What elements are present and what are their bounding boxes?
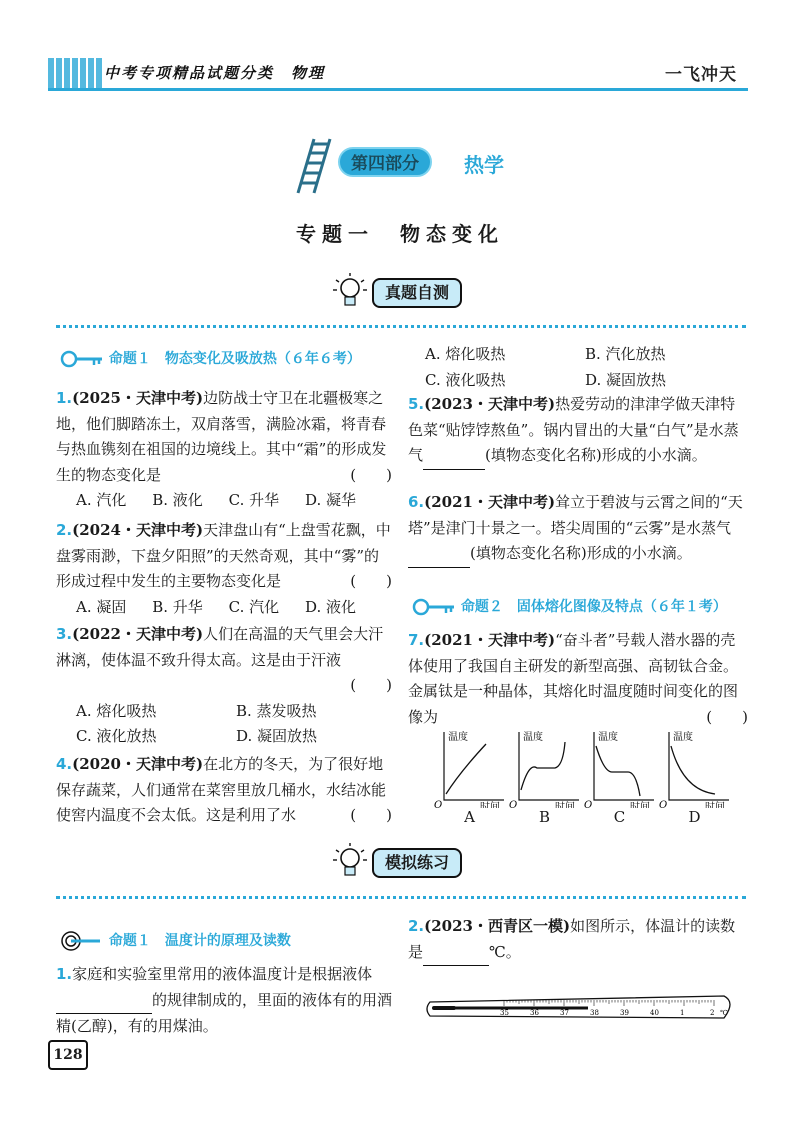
answer-paren[interactable]: ( ) (350, 572, 392, 590)
graph-label-d[interactable]: D (688, 808, 701, 826)
graph-curve (446, 744, 486, 794)
options (56, 699, 392, 750)
graph-label-b[interactable]: B (538, 808, 551, 826)
graph-origin: O (509, 800, 518, 808)
graph-origin: O (584, 800, 593, 808)
scale-label: 37 (560, 1009, 569, 1017)
part-banner (278, 135, 518, 195)
question-text-cont: (填物态变化名称)形成的小水滴。 (470, 544, 692, 562)
question-source: (2021・天津中考) (424, 493, 556, 511)
options (56, 595, 356, 621)
scale-unit: ℃ (720, 1009, 728, 1017)
question-text: 在北方的冬天，为了很好地保存蔬菜，人们通常在菜窖里放几桶水，水结冰能使窖内温度不会太低。这是利用了水 (56, 755, 387, 824)
question-number: 4. (56, 755, 73, 773)
answer-blank[interactable] (423, 940, 489, 967)
question-text: 人们在高温的天气里会大汗淋漓，使体温不致升得太高。这是由于汗液 (56, 625, 384, 669)
option-d[interactable]: D. 凝固放热 (236, 727, 318, 745)
option-a[interactable]: A. 熔化吸热 (76, 701, 157, 720)
option-d[interactable]: D. 凝固放热 (585, 370, 667, 389)
topic-heading-text: 命题１ 温度计的原理及读数 (108, 933, 291, 949)
graph-c (584, 730, 654, 808)
key-icon (60, 349, 104, 369)
topic-heading-2 (412, 596, 752, 617)
graph-x-label: 时间 (630, 802, 650, 808)
question-number: 2. (56, 521, 73, 539)
question-1 (56, 386, 392, 514)
question-text-cont: ℃。 (489, 942, 521, 961)
topic-heading-m1 (60, 930, 390, 952)
option-d[interactable]: D. 凝华 (304, 491, 356, 509)
section-label: 模拟练习 (372, 848, 462, 878)
thermometer-figure (424, 990, 740, 1026)
graph-origin: O (659, 800, 668, 808)
mock-question-2 (408, 914, 748, 966)
options (56, 488, 356, 514)
part-number-pill: 第四部分 (338, 147, 432, 177)
scale-label: 40 (650, 1009, 659, 1017)
answer-paren[interactable]: ( ) (706, 707, 748, 726)
question-4-options (425, 342, 745, 393)
scale-label: 35 (500, 1009, 509, 1017)
question-text: “奋斗者”号载人潜水器的壳体使用了我国自主研发的新型高强、高韧钛合金。金属钛是一种晶体，其熔化时温度随时间变化的图像为 (408, 631, 739, 726)
topic-heading-1 (60, 348, 390, 369)
graph-curve (521, 742, 565, 790)
answer-paren[interactable]: ( ) (350, 806, 392, 824)
question-source: (2024・天津中考) (72, 521, 204, 539)
option-b[interactable]: B. 液化 (152, 491, 203, 509)
page-number: 128 (48, 1040, 88, 1070)
option-b[interactable]: B. 汽化放热 (585, 345, 666, 363)
graph-b (509, 730, 579, 808)
brand-logo: 一飞冲天 (665, 65, 737, 85)
graph-a (434, 730, 504, 808)
question-4 (56, 752, 392, 829)
question-source: (2022・天津中考) (72, 625, 204, 643)
question-5 (408, 392, 748, 470)
lightbulb-icon (330, 272, 370, 312)
option-c[interactable]: C. 液化吸热 (425, 370, 506, 389)
graph-origin: O (434, 800, 443, 808)
topic-heading-text: 命题１ 物态变化及吸放热（６年６考） (108, 351, 361, 367)
dotted-divider (56, 896, 746, 899)
section-badge-mock (330, 842, 480, 882)
question-3 (56, 622, 392, 750)
question-number: 6. (408, 493, 425, 511)
question-number: 3. (56, 625, 73, 643)
graph-labels (432, 808, 732, 826)
question-number: 1. (56, 965, 73, 983)
question-text: 热爱劳动的津津学做天津特色菜“贴饽饽熬鱼”。锅内冒出的大量“白气”是水蒸气 (408, 395, 739, 464)
graph-d (659, 730, 729, 808)
part-title: 热学 (464, 153, 504, 177)
graph-label-c[interactable]: C (613, 808, 626, 826)
question-number: 7. (408, 631, 425, 649)
section-label: 真题自测 (372, 278, 462, 308)
option-c[interactable]: C. 汽化 (228, 597, 280, 616)
option-a[interactable]: A. 凝固 (76, 597, 127, 616)
mock-question-1 (56, 962, 392, 1040)
scale-label: 39 (620, 1009, 629, 1017)
option-c[interactable]: C. 液化放热 (76, 727, 157, 745)
option-b[interactable]: B. 升华 (152, 597, 203, 616)
answer-paren[interactable]: ( ) (350, 676, 392, 694)
option-c[interactable]: C. 升华 (228, 491, 280, 509)
graph-y-label: 温度 (598, 732, 618, 743)
question-source: (2023・天津中考) (424, 395, 556, 413)
question-number: 2. (408, 917, 425, 935)
target-icon (60, 930, 104, 952)
graph-curve (671, 746, 715, 794)
ladder-icon (278, 135, 338, 197)
answer-blank[interactable] (408, 541, 470, 568)
question-6 (408, 490, 748, 568)
question-text: 耸立于碧波与云霄之间的“天塔”是津门十景之一。塔尖周围的“云雾”是水蒸气 (408, 493, 743, 537)
answer-blank[interactable] (423, 443, 485, 470)
section-badge-real (330, 272, 480, 312)
question-text: 天津盘山有“上盘雪花飘，中盘雾雨渺，下盘夕阳照”的天然奇观，其中“雾”的形成过程中发生的主要物态变化是 (56, 521, 391, 590)
graphs-svg (432, 728, 732, 808)
question-number: 5. (408, 395, 425, 413)
scale-label: 38 (590, 1009, 599, 1017)
answer-blank[interactable] (56, 988, 152, 1015)
answer-paren[interactable]: ( ) (350, 465, 392, 484)
topic-title: 专题一 物态变化 (296, 222, 504, 246)
graph-curve (596, 746, 640, 796)
question-text: 家庭和实验室里常用的液体温度计是根据液体 (72, 965, 373, 983)
graph-x-label: 时间 (705, 802, 725, 808)
option-d[interactable]: D. 液化 (304, 597, 356, 616)
scale-label: 36 (530, 1009, 539, 1017)
topic-heading-text: 命题２ 固体熔化图像及特点（６年１考） (460, 599, 727, 615)
header-rule (48, 88, 748, 91)
dotted-divider (56, 325, 746, 328)
question-source: (2021・天津中考) (424, 631, 556, 649)
question-text: 边防战士守卫在北疆极寒之地，他们脚踏冻土，双肩落雪，满脸冰霜，将青春与热血镌刻在祖国的边境线上。其中“霜”的形成发生的物态变化是 (56, 389, 387, 484)
key-icon (412, 597, 456, 617)
graph-x-label: 时间 (480, 802, 500, 808)
question-text: 如图所示，体温计的读数是 (408, 917, 736, 961)
question-number: 1. (56, 389, 73, 407)
graph-y-label: 温度 (523, 732, 543, 743)
scale-label: 2 (710, 1009, 715, 1017)
option-a[interactable]: A. 汽化 (76, 491, 127, 509)
question-text-cont: 的规律制成的，里面的液体有的用酒精(乙醇)，有的用煤油。 (56, 990, 393, 1035)
graph-label-a[interactable]: A (464, 808, 475, 826)
question-source: (2023・西青区一模) (424, 917, 571, 935)
question-7 (408, 628, 748, 730)
question-source: (2025・天津中考) (72, 389, 204, 407)
header-title: 中考专项精品试题分类 物理 (104, 64, 326, 82)
header-grid-decoration (48, 58, 104, 88)
lightbulb-icon (330, 842, 370, 882)
graph-y-label: 温度 (448, 732, 468, 743)
question-source: (2020・天津中考) (72, 755, 204, 773)
question-2 (56, 518, 392, 620)
scale-label: 1 (680, 1009, 685, 1017)
thermometer-bulb (432, 1006, 456, 1010)
graph-x-label: 时间 (555, 802, 575, 808)
q7-graphs (432, 728, 732, 828)
option-b[interactable]: B. 蒸发吸热 (236, 701, 317, 720)
option-a[interactable]: A. 熔化吸热 (425, 345, 506, 363)
graph-y-label: 温度 (673, 732, 693, 743)
question-text-cont: (填物态变化名称)形成的小水滴。 (485, 446, 707, 464)
